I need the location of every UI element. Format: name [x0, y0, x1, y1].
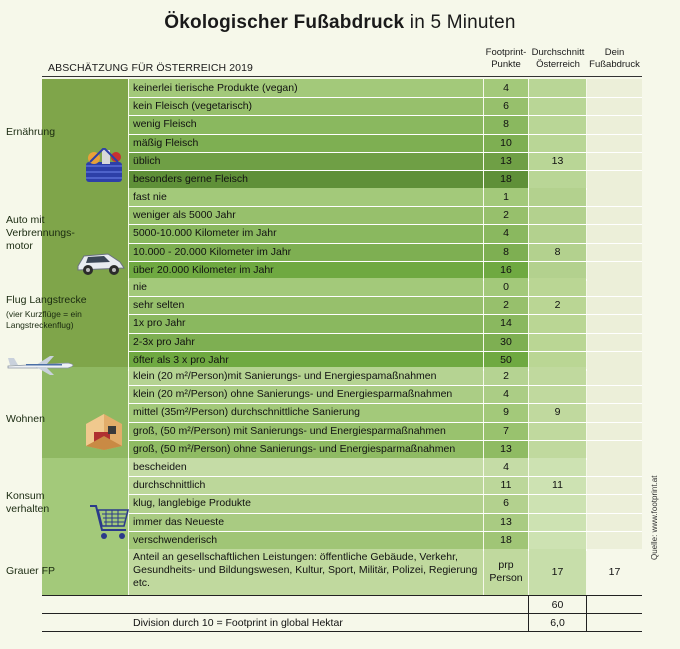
points-cell: 9: [484, 403, 528, 421]
average-cell: [529, 513, 586, 531]
category-title: Flug Langstrecke: [6, 294, 87, 306]
own-footprint-input[interactable]: [587, 476, 642, 494]
points-cell: 18: [484, 531, 528, 549]
points-cell: 13: [484, 152, 528, 170]
row-divider: [129, 206, 642, 207]
row-divider: [129, 333, 642, 334]
row-divider: [129, 170, 642, 171]
option-row[interactable]: sehr selten: [129, 296, 483, 314]
points-cell: 6: [484, 97, 528, 115]
option-row[interactable]: verschwenderisch: [129, 531, 483, 549]
row-divider: [129, 351, 642, 352]
points-cell: 30: [484, 333, 528, 351]
option-row[interactable]: mäßig Fleisch: [129, 134, 483, 152]
grey-own-cell: 17: [587, 549, 642, 595]
option-row[interactable]: 5000-10.000 Kilometer im Jahr: [129, 224, 483, 242]
category-label: [6, 126, 88, 139]
points-cell: 16: [484, 261, 528, 279]
option-row[interactable]: wenig Fleisch: [129, 115, 483, 133]
average-cell: 2: [529, 296, 586, 314]
option-row[interactable]: 1x pro Jahr: [129, 314, 483, 332]
option-row[interactable]: immer das Neueste: [129, 513, 483, 531]
division-label: Division durch 10 = Footprint in global Hektar: [133, 616, 343, 629]
average-cell: [529, 278, 586, 296]
own-footprint-input[interactable]: [587, 261, 642, 279]
average-cell: 9: [529, 403, 586, 421]
points-cell: 2: [484, 206, 528, 224]
average-cell: [529, 333, 586, 351]
own-footprint-input[interactable]: [587, 97, 642, 115]
option-row[interactable]: klein (20 m²/Person) ohne Sanierungs- und Energiesparmaßnahmen: [129, 385, 483, 403]
own-footprint-input[interactable]: [587, 403, 642, 421]
row-divider: [129, 97, 642, 98]
row-divider: [129, 261, 642, 262]
average-cell: [529, 261, 586, 279]
option-row[interactable]: 2-3x pro Jahr: [129, 333, 483, 351]
option-row[interactable]: durchschnittlich: [129, 476, 483, 494]
column-header-points: Footprint- Punkte: [485, 47, 527, 70]
column-header-own: Dein Fußabdruck: [589, 47, 640, 70]
average-cell: [529, 79, 586, 97]
own-footprint-input[interactable]: [587, 531, 642, 549]
points-cell: 4: [484, 79, 528, 97]
own-footprint-input[interactable]: [587, 152, 642, 170]
points-cell: 1: [484, 188, 528, 206]
average-cell: [529, 531, 586, 549]
own-footprint-input[interactable]: [587, 188, 642, 206]
own-footprint-input[interactable]: [587, 513, 642, 531]
category-label: Grauer FP: [6, 565, 56, 577]
average-cell: 8: [529, 243, 586, 261]
average-cell: [529, 367, 586, 385]
average-cell: [529, 385, 586, 403]
category-title: Wohnen: [6, 413, 45, 425]
points-cell: 7: [484, 422, 528, 440]
option-row[interactable]: 10.000 - 20.000 Kilometer im Jahr: [129, 243, 483, 261]
option-row[interactable]: über 20.000 Kilometer im Jahr: [129, 261, 483, 279]
row-divider: [129, 314, 642, 315]
own-footprint-input[interactable]: [587, 224, 642, 242]
category-title: Auto mit Verbrennungs-motor: [6, 214, 75, 252]
option-row[interactable]: besonders gerne Fleisch: [129, 170, 483, 188]
own-footprint-input[interactable]: [587, 206, 642, 224]
points-cell: 4: [484, 458, 528, 476]
option-row[interactable]: kein Fleisch (vegetarisch): [129, 97, 483, 115]
own-footprint-input[interactable]: [587, 314, 642, 332]
average-cell: [529, 134, 586, 152]
points-cell: 13: [484, 513, 528, 531]
grey-footprint-description: Anteil an gesellschaftlichen Leistungen: öffentliche Gebäude, Verkehr, Gesundheits- und Bildungswesen, Kultur, Sport, Militär, Polizei, Regierung etc.: [129, 549, 483, 595]
footer-bottom-line: [42, 631, 642, 632]
average-cell: [529, 440, 586, 458]
option-row[interactable]: mittel (35m²/Person) durchschnittliche Sanierung: [129, 403, 483, 421]
average-cell: [529, 97, 586, 115]
average-cell: [529, 170, 586, 188]
option-row[interactable]: fast nie: [129, 188, 483, 206]
airplane-icon: [6, 354, 78, 376]
row-divider: [129, 134, 642, 135]
category-title: Konsum verhalten: [6, 490, 50, 515]
average-cell: [529, 224, 586, 242]
category-label: [6, 413, 88, 426]
row-divider: [129, 385, 642, 386]
header-divider: [42, 76, 642, 77]
own-footprint-input[interactable]: [587, 458, 642, 476]
row-divider: [129, 513, 642, 514]
row-divider: [129, 224, 642, 225]
option-row[interactable]: weniger als 5000 Jahr: [129, 206, 483, 224]
category-label: [6, 490, 88, 516]
category-title: Ernährung: [6, 126, 56, 138]
average-cell: [529, 494, 586, 512]
points-cell: 8: [484, 115, 528, 133]
division-average: 6,0: [550, 616, 565, 629]
total-own-input[interactable]: [587, 596, 642, 613]
option-row[interactable]: groß, (50 m²/Person) ohne Sanierungs- und Energiesparmaßnahmen: [129, 440, 483, 458]
points-cell: 18: [484, 170, 528, 188]
table-subtitle: ABSCHÄTZUNG FÜR ÖSTERREICH 2019: [48, 62, 253, 74]
points-cell: 4: [484, 224, 528, 242]
average-cell: [529, 188, 586, 206]
points-cell: 4: [484, 385, 528, 403]
own-footprint-input[interactable]: [587, 79, 642, 97]
row-divider: [129, 494, 642, 495]
own-footprint-input[interactable]: [587, 422, 642, 440]
average-cell: [529, 314, 586, 332]
car-icon: [74, 248, 126, 276]
own-footprint-input[interactable]: [587, 170, 642, 188]
division-own-input[interactable]: [587, 614, 642, 631]
row-divider: [129, 476, 642, 477]
points-cell: 0: [484, 278, 528, 296]
points-cell: 6: [484, 494, 528, 512]
own-footprint-input[interactable]: [587, 278, 642, 296]
grey-points-cell: prp Person: [484, 549, 528, 595]
column-header-average: Durchschnitt Österreich: [531, 47, 585, 70]
option-row[interactable]: bescheiden: [129, 458, 483, 476]
total-average: 60: [551, 598, 564, 611]
own-footprint-input[interactable]: [587, 115, 642, 133]
points-cell: 50: [484, 351, 528, 369]
points-cell: 8: [484, 243, 528, 261]
average-cell: [529, 422, 586, 440]
page-title: Ökologischer Fußabdruck in 5 Minuten: [164, 12, 516, 33]
average-cell: 13: [529, 152, 586, 170]
own-footprint-input[interactable]: [587, 296, 642, 314]
row-divider: [129, 152, 642, 153]
row-divider: [129, 115, 642, 116]
row-divider: [129, 440, 642, 441]
average-cell: [529, 458, 586, 476]
row-divider: [129, 403, 642, 404]
row-divider: [129, 531, 642, 532]
source-note: Quelle: www.footprint.at: [650, 475, 659, 560]
points-cell: 2: [484, 296, 528, 314]
average-cell: 11: [529, 476, 586, 494]
points-cell: 2: [484, 367, 528, 385]
points-cell: 13: [484, 440, 528, 458]
option-row[interactable]: üblich: [129, 152, 483, 170]
average-cell: [529, 115, 586, 133]
row-divider: [129, 243, 642, 244]
option-row[interactable]: öfter als 3 x pro Jahr: [129, 351, 483, 369]
shopping-cart-icon: [88, 500, 130, 546]
option-row[interactable]: klein (20 m²/Person)mit Sanierungs- und Energiespamaßnahmen: [129, 367, 483, 385]
row-divider: [129, 296, 642, 297]
grey-average-cell: 17: [529, 549, 586, 595]
shopping-basket-icon: [80, 148, 128, 186]
row-divider: [129, 422, 642, 423]
option-row[interactable]: groß, (50 m²/Person) mit Sanierungs- und Energiesparmaßnahmen: [129, 422, 483, 440]
option-row[interactable]: klug, langlebige Produkte: [129, 494, 483, 512]
own-footprint-input[interactable]: [587, 333, 642, 351]
category-label: [6, 294, 88, 331]
category-sublabel: (vier Kurzflüge = ein Langstreckenflug): [6, 309, 82, 330]
option-row[interactable]: keinerlei tierische Produkte (vegan): [129, 79, 483, 97]
own-footprint-input[interactable]: [587, 440, 642, 458]
points-cell: 11: [484, 476, 528, 494]
average-cell: [529, 206, 586, 224]
option-row[interactable]: nie: [129, 278, 483, 296]
points-cell: 14: [484, 314, 528, 332]
own-footprint-input[interactable]: [587, 243, 642, 261]
own-footprint-input[interactable]: [587, 367, 642, 385]
own-footprint-input[interactable]: [587, 494, 642, 512]
own-footprint-input[interactable]: [587, 134, 642, 152]
points-cell: 10: [484, 134, 528, 152]
room-icon: [82, 412, 126, 450]
own-footprint-input[interactable]: [587, 385, 642, 403]
